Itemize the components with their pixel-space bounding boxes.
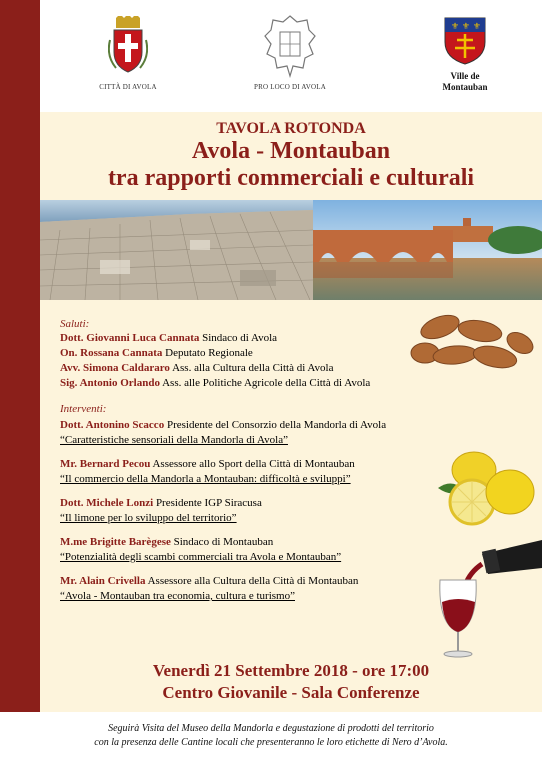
speaker-name: Mr. Bernard Pecou xyxy=(60,458,151,470)
svg-text:⚜ ⚜ ⚜: ⚜ ⚜ ⚜ xyxy=(451,22,481,32)
speaker-role: Deputato Regionale xyxy=(165,347,253,359)
event-venue: Centro Giovanile - Sala Conferenze xyxy=(162,683,420,702)
speaker-name: Dott. Michele Lonzi xyxy=(60,497,154,509)
speaker-name: Dott. Giovanni Luca Cannata xyxy=(60,332,200,344)
saluti-label: Saluti: xyxy=(60,318,90,330)
logo-center-label: PRO LOCO DI AVOLA xyxy=(254,83,326,91)
title-overline: TAVOLA ROTONDA xyxy=(216,120,366,137)
speaker-role: Assessore allo Sport della Città di Montauban xyxy=(152,458,355,470)
title-line-1: Avola - Montauban xyxy=(191,138,391,164)
logo-right-label-2: Montauban xyxy=(442,82,488,92)
speaker-name: Dott. Antonino Scacco xyxy=(60,419,165,431)
talk-title: “Avola - Montauban tra economia, cultura e turismo” xyxy=(60,590,295,602)
title-block xyxy=(40,112,542,192)
title-line-2: tra rapporti commerciali e culturali xyxy=(107,165,475,191)
logo-left-label: CITTÀ DI AVOLA xyxy=(99,83,157,91)
talk-title: “Potenzialità degli scambi commerciali tra Avola e Montauban” xyxy=(60,551,342,563)
program xyxy=(60,318,460,603)
intervento-item xyxy=(60,535,460,564)
photo-avola-aerial xyxy=(40,200,313,300)
talk-title: “Il limone per lo sviluppo del territorio” xyxy=(60,512,237,524)
saluti-item xyxy=(60,331,460,346)
talk-title: “Caratteristiche sensoriali della Mandorla di Avola” xyxy=(60,434,288,446)
speaker-name: Sig. Antonio Orlando xyxy=(60,377,160,389)
saluti-item xyxy=(60,376,460,391)
avola-crest-icon xyxy=(108,16,148,78)
footer-line-1: Seguirà Visita del Museo della Mandorla e degustazione di prodotti del territorio xyxy=(108,723,434,734)
speaker-role: Ass. alle Politiche Agricole della Città di Avola xyxy=(162,377,371,389)
saluti-item xyxy=(60,361,460,376)
logo-citta-di-avola xyxy=(98,16,158,91)
speaker-role: Assessore alla Cultura della Città di Montauban xyxy=(147,575,359,587)
photo-montauban-bridge xyxy=(313,200,542,300)
speaker-name: On. Rossana Cannata xyxy=(60,347,163,359)
logo-pro-loco xyxy=(240,14,340,91)
footer-note xyxy=(0,712,542,768)
logo-right-label-1: Ville de xyxy=(450,71,480,81)
speaker-role: Sindaco di Montauban xyxy=(173,536,274,548)
logo-ville-de-montauban xyxy=(436,16,494,93)
pro-loco-emblem-icon xyxy=(263,14,317,78)
intervento-item xyxy=(60,457,460,486)
logo-header xyxy=(40,0,542,112)
speaker-role: Ass. alla Cultura della Città di Avola xyxy=(172,362,334,374)
event-date: Venerdì 21 Settembre 2018 - ore 17:00 xyxy=(152,661,430,680)
speaker-name: Avv. Simona Caldararo xyxy=(60,362,170,374)
speaker-role: Presidente IGP Siracusa xyxy=(155,497,262,509)
speaker-role: Sindaco di Avola xyxy=(202,332,278,344)
intervento-item xyxy=(60,496,460,525)
speaker-name: Mr. Alain Crivella xyxy=(60,575,146,587)
poster xyxy=(40,0,542,712)
speaker-name: M.me Brigitte Barègese xyxy=(60,536,171,548)
montauban-shield-icon xyxy=(443,16,487,66)
interventi-label: Interventi: xyxy=(60,403,107,415)
talk-title: “Il commercio della Mandorla a Montauban: difficoltà e sviluppi” xyxy=(60,473,351,485)
left-color-band xyxy=(0,0,40,712)
footer-line-2: con la presenza delle Cantine locali che presenteranno le loro etichette di Nero d’Avola. xyxy=(94,737,448,748)
intervento-item xyxy=(60,418,460,447)
saluti-item xyxy=(60,346,460,361)
event-info xyxy=(40,660,542,704)
intervento-item xyxy=(60,574,460,603)
speaker-role: Presidente del Consorzio della Mandorla di Avola xyxy=(166,419,387,431)
